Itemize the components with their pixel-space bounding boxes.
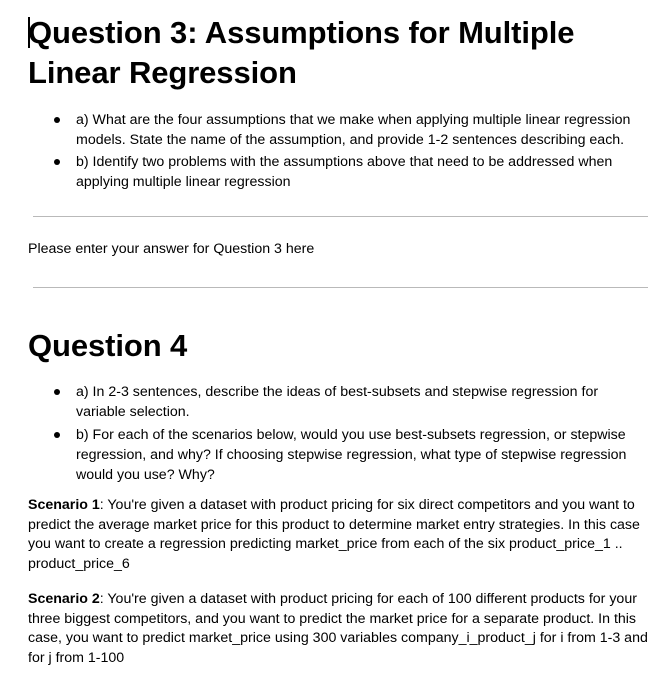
- question-3-answer-field[interactable]: Please enter your answer for Question 3 here: [28, 241, 315, 257]
- scenario-2-label: Scenario 2: [28, 591, 100, 607]
- question-4-list: [0, 382, 665, 485]
- question-3-title: Question 3: Assumptions for Multiple Linear Regression: [28, 15, 575, 90]
- scenario-2-text: : You're given a dataset with product pricing for each of 100 different products for your three biggest competitors, and you want to predict the market price for a separate product. In this case, you want to predict market_price using 300 variables company_i_product_j for i from 1-3 and for j from 1-100: [28, 591, 648, 666]
- scenario-2-paragraph: [28, 590, 658, 668]
- question-4-title: Question 4: [28, 328, 188, 363]
- scenario-1-text: : You're given a dataset with product pricing for six direct competitors and you want to predict the average market price for this product to determine market entry strategies. In this case you want to create a regression predicting market_price from each of the six product_price_1 .. product_price_6: [28, 497, 640, 572]
- question-4-item-a: a) In 2-3 sentences, describe the ideas of best-subsets and stepwise regression for variable selection.: [0, 382, 665, 422]
- question-3-list: [0, 110, 665, 192]
- scenario-1-paragraph: [28, 496, 658, 574]
- answer-bottom-divider: [33, 287, 648, 288]
- answer-top-divider: [33, 216, 648, 217]
- scenario-1-label: Scenario 1: [28, 497, 100, 513]
- question-3-item-a: a) What are the four assumptions that we make when applying multiple linear regression models. State the name of the assumption, and provide 1-2 sentences describing each.: [0, 110, 665, 150]
- question-3-item-b: b) Identify two problems with the assumptions above that need to be addressed when applying multiple linear regression: [0, 152, 665, 192]
- question-4-item-b: b) For each of the scenarios below, would you use best-subsets regression, or stepwise regression, and why? If choosing stepwise regression, what type of stepwise regression would you use? Why?: [0, 425, 665, 485]
